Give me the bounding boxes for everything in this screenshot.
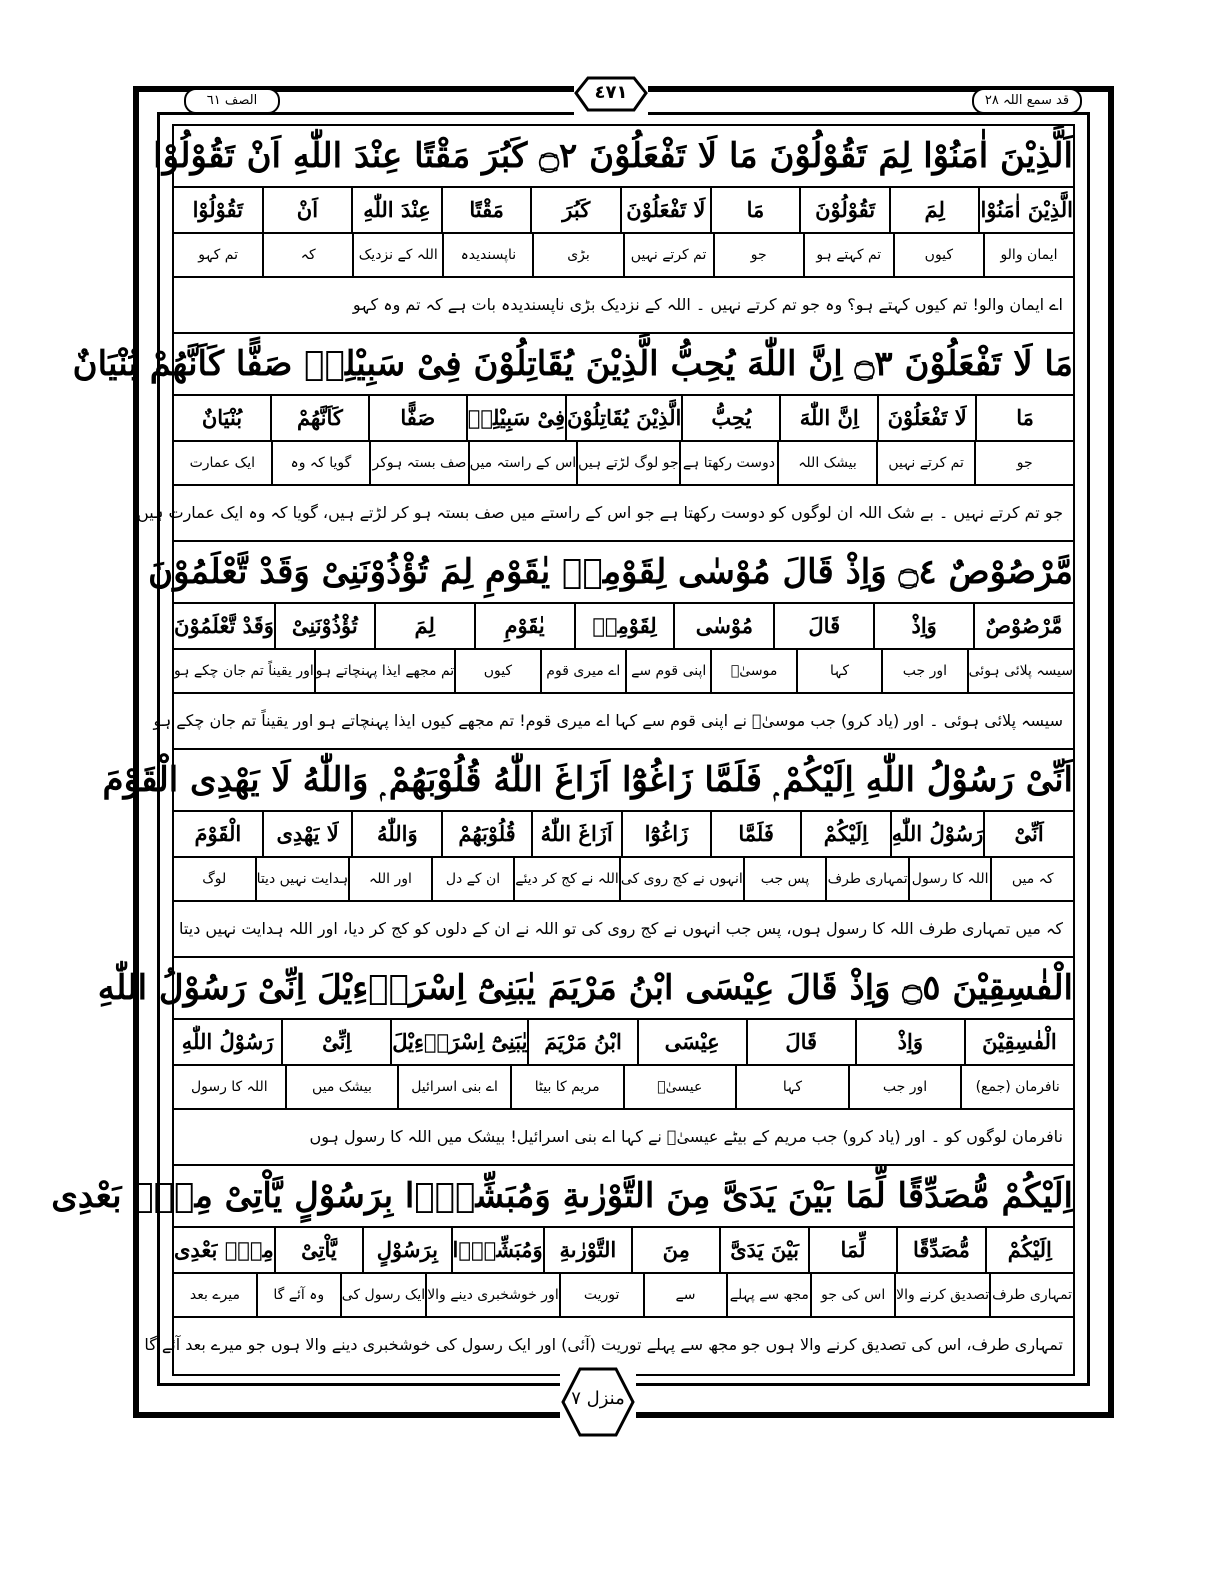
word-cell: ابْنُ مَرْیَمَ (527, 1020, 636, 1064)
meaning-cell: وہ آئے گا (256, 1274, 340, 1316)
meaning-cell: دوست رکھتا ہے (679, 442, 778, 484)
meaning-cell: اللہ کا رسول (908, 858, 991, 900)
verse-line: اَلَّذِیْنَ اٰمَنُوْا لِمَ تَقُوْلُوْنَ مَا لَا تَفْعَلُوْنَ ۝٢ كَبُرَ مَقْتًا عِنْدَ اللّٰهِ اَنْ تَقُوْلُوْا (174, 126, 1073, 188)
meaning-cell: ناپسندیدہ (442, 234, 532, 276)
word-cell: فِیْ سَبِیْلِهٖ (466, 396, 565, 440)
word-cell: یَّاْتِیْ (274, 1228, 362, 1272)
meaning-cell: لوگ (202, 871, 227, 887)
word-cell: مَا (710, 188, 800, 232)
meaning-cell: کہا (796, 650, 881, 692)
word-cell: اَزَاغَ اللّٰهُ (531, 812, 621, 856)
word-cell: مَّرْصُوْصٌ (973, 604, 1073, 648)
word-cell: قُلُوْبَهُمْ (441, 812, 531, 856)
meaning-row (174, 1066, 1073, 1110)
manzil-badge (560, 1366, 636, 1438)
word-row (174, 188, 1073, 234)
meaning-cell: ان کے دل (431, 858, 514, 900)
meaning-cell: مجھ سے پہلے (726, 1274, 810, 1316)
meaning-cell: توریت (559, 1274, 643, 1316)
word-cell: الْفٰسِقِیْنَ (964, 1020, 1073, 1064)
meaning-cell: اور جب (848, 1066, 961, 1108)
word-cell: اَنِّیْ (983, 812, 1073, 856)
word-cell: زَاغُوْٓا (621, 812, 711, 856)
word-cell: اِلَیْكُمْ (985, 1228, 1073, 1272)
word-cell: بَیْنَ یَدَیَّ (719, 1228, 807, 1272)
page-number: ٤٧١ (594, 82, 628, 103)
meaning-cell: ہدایت نہیں دیتا (255, 858, 349, 900)
meaning-cell: اللہ کا رسول (190, 1079, 268, 1095)
word-cell: قَالَ (773, 604, 873, 648)
word-cell: فَلَمَّا (710, 812, 800, 856)
meaning-cell: اور خوشخبری دینے والا (425, 1274, 559, 1316)
meaning-row (174, 442, 1073, 486)
word-cell: بُنْیَانٌ (201, 405, 243, 430)
meaning-cell: کیوں (893, 234, 983, 276)
word-cell: لَا تَفْعَلُوْنَ (877, 396, 975, 440)
meaning-cell: تم کہتے ہو (803, 234, 893, 276)
meaning-row (174, 858, 1073, 902)
word-cell: لَا تَفْعَلُوْنَ (620, 188, 710, 232)
meaning-cell: بیشک میں (285, 1066, 398, 1108)
translation-line: تمہاری طرف، اس کی تصدیق کرنے والا ہوں جو مجھ سے پہلے توریت (آئی) اور ایک رسول کی خوشخبری دینے والا ہوں جو میرے بعد آئے گا (144, 1335, 1063, 1354)
manzil-label: منزل ٧ (571, 1388, 625, 1409)
meaning-cell: اللہ نے کج کر دیئے (513, 858, 619, 900)
word-cell: لِقَوْمِهٖ (574, 604, 674, 648)
word-cell: عِیْسَى (637, 1020, 746, 1064)
word-cell: یٰقَوْمِ (474, 604, 574, 648)
meaning-cell: بیشک اللہ (777, 442, 876, 484)
word-cell: وَاللّٰهُ (351, 812, 441, 856)
word-cell: لِّمَا (808, 1228, 896, 1272)
word-row (174, 812, 1073, 858)
meaning-cell: اور یقیناً تم جان چکے ہو (173, 663, 314, 679)
meaning-cell: جو (974, 442, 1073, 484)
verse-line: اِلَیْكُمْ مُّصَدِّقًا لِّمَا بَیْنَ یَدَیَّ مِنَ التَّوْرٰىةِ وَمُبَشِّرًۢا بِرَسُوْلٍ یَّاْتِیْ مِنْۢ بَعْدِی (174, 1166, 1073, 1228)
word-cell: الَّذِیْنَ اٰمَنُوْا (978, 188, 1073, 232)
word-cell: رَسُوْلُ اللّٰهِ (890, 812, 984, 856)
word-cell: تَقُوْلُوْا (192, 197, 243, 222)
word-cell: الْقَوْمَ (194, 821, 242, 846)
meaning-cell: کہا (735, 1066, 848, 1108)
meaning-cell: کہ (262, 234, 352, 276)
verse-line: مَا لَا تَفْعَلُوْنَ ۝٣ اِنَّ اللّٰهَ یُحِبُّ الَّذِیْنَ یُقَاتِلُوْنَ فِیْ سَبِیْلِهٖ صَفًّا كَاَنَّهُمْ بُنْیَانٌ (174, 334, 1073, 396)
word-cell: اِلَیْكُمْ (800, 812, 890, 856)
word-cell: رَسُوْلُ اللّٰهِ (181, 1029, 274, 1054)
word-cell: الَّذِیْنَ یُقَاتِلُوْنَ (565, 396, 681, 440)
word-cell: یٰبَنِیْٓ اِسْرَاۗءِیْلَ (390, 1020, 527, 1064)
word-cell: اَنْ (262, 188, 352, 232)
word-row (174, 604, 1073, 650)
word-cell: لِمَ (374, 604, 474, 648)
word-row (174, 1228, 1073, 1274)
word-cell: تَقُوْلُوْنَ (799, 188, 889, 232)
meaning-cell: مریم کا بیٹا (510, 1066, 623, 1108)
content-table (51, 124, 1075, 1376)
meaning-cell: تم مجھے ایذا پہنچاتے ہو (314, 650, 454, 692)
word-cell: قَالَ (746, 1020, 855, 1064)
word-cell: كَاَنَّهُمْ (270, 396, 368, 440)
meaning-cell: اے بنی اسرائیل (397, 1066, 510, 1108)
word-cell: اِنِّیْ (281, 1020, 390, 1064)
word-cell: مُّصَدِّقًا (896, 1228, 984, 1272)
meaning-cell: انہوں نے کج روی کی (619, 858, 743, 900)
meaning-cell: نافرمان (جمع) (960, 1066, 1073, 1108)
word-cell: مَا (975, 396, 1073, 440)
meaning-cell: کیوں (454, 650, 539, 692)
word-cell: یُحِبُّ (681, 396, 779, 440)
meaning-cell: کہ میں (990, 858, 1073, 900)
meaning-row (174, 1274, 1073, 1318)
word-cell: مُوْسٰى (673, 604, 773, 648)
meaning-cell: سیسہ پلائی ہوئی (967, 650, 1073, 692)
meaning-cell: اور جب (881, 650, 966, 692)
word-cell: كَبُرَ (530, 188, 620, 232)
word-cell: تُؤْذُوْنَنِیْ (274, 604, 374, 648)
word-cell: لَا یَهْدِی (262, 812, 352, 856)
meaning-cell: تصدیق کرنے والا (894, 1274, 989, 1316)
translation-line: کہ میں تمہاری طرف اللہ کا رسول ہوں، پس جب انہوں نے کج روی کی تو اللہ نے ان کے دلوں کو کج کر دیا، اور اللہ ہدایت نہیں دیتا (174, 902, 1073, 958)
word-cell: وَاِذْ (873, 604, 973, 648)
meaning-cell: جو (713, 234, 803, 276)
meaning-cell: اے میری قوم (540, 650, 625, 692)
translation-line: نافرمان لوگوں کو ۔ اور (یاد کرو) جب مریم کے بیٹے عیسیٰؑ نے کہا اے بنی اسرائیل! بیشک میں اللہ کا رسول ہوں (174, 1110, 1073, 1166)
meaning-cell: تم کرتے نہیں (876, 442, 975, 484)
word-cell: مِنْۢ بَعْدِی (173, 1237, 274, 1262)
meaning-cell: اس کی جو (810, 1274, 894, 1316)
meaning-cell: اپنی قوم سے (625, 650, 710, 692)
meaning-cell: جو لوگ لڑتے ہیں (576, 442, 678, 484)
meaning-cell: گویا کہ وہ (271, 442, 370, 484)
meaning-cell: اللہ کے نزدیک (352, 234, 442, 276)
meaning-cell: تم کہو (198, 247, 238, 263)
meaning-cell: ایک رسول کی (340, 1274, 425, 1316)
meaning-row (174, 234, 1073, 278)
meaning-cell: تمہاری طرف (989, 1274, 1073, 1316)
word-cell: وَقَدْ تَّعْلَمُوْنَ (174, 613, 274, 638)
verse-line: اَنِّیْ رَسُوْلُ اللّٰهِ اِلَیْكُمْ ۭ فَلَمَّا زَاغُوْٓا اَزَاغَ اللّٰهُ قُلُوْبَهُمْ ۭ وَاللّٰهُ لَا یَهْدِی الْقَوْمَ (174, 750, 1073, 812)
verse-line: مَّرْصُوْصٌ ۝٤ وَاِذْ قَالَ مُوْسٰى لِقَوْمِهٖ یٰقَوْمِ لِمَ تُؤْذُوْنَنِیْ وَقَدْ تَّعْلَمُوْنَ (174, 542, 1073, 604)
meaning-cell: اس کے راستہ میں (468, 442, 576, 484)
word-cell: لِمَ (889, 188, 979, 232)
meaning-cell: موسیٰؑ (710, 650, 795, 692)
meaning-cell: ایک عمارت (189, 455, 255, 471)
meaning-cell: صف بستہ ہوکر (369, 442, 468, 484)
word-cell: بِرَسُوْلٍ (362, 1228, 450, 1272)
meaning-cell: تم کرتے نہیں (623, 234, 713, 276)
meaning-cell: پس جب (743, 858, 826, 900)
word-cell: مَقْتًا (441, 188, 531, 232)
meaning-cell: اور اللہ (348, 858, 431, 900)
word-row (174, 1020, 1073, 1066)
meaning-cell: تمہاری طرف (825, 858, 908, 900)
verse-line: الْفٰسِقِیْنَ ۝٥ وَاِذْ قَالَ عِیْسَى ابْنُ مَرْیَمَ یٰبَنِیْٓ اِسْرَاۗءِیْلَ اِنِّیْ رَسُوْلُ اللّٰهِ (174, 958, 1073, 1020)
meaning-cell: ایمان والو (983, 234, 1073, 276)
translation-line: جو تم کرتے نہیں ۔ بے شک اللہ ان لوگوں کو دوست رکھتا ہے جو اس کے راستے میں صف بستہ ہو کر لڑتے ہیں، گویا کہ وہ ایک عمارت ہیں (174, 486, 1073, 542)
word-cell: اِنَّ اللّٰهَ (779, 396, 877, 440)
word-cell: التَّوْرٰىةِ (543, 1228, 631, 1272)
word-cell: صَفًّا (368, 396, 466, 440)
surah-label: الصف ٦١ (184, 88, 280, 114)
meaning-cell: میرے بعد (189, 1287, 240, 1303)
translation-line: اے ایمان والو! تم کیوں کہتے ہو؟ وہ جو تم کرتے نہیں ۔ اللہ کے نزدیک بڑی ناپسندیدہ بات ہے کہ تم وہ کہو (174, 278, 1073, 334)
page-number-badge (574, 70, 648, 116)
meaning-cell: عیسیٰؑ (623, 1066, 736, 1108)
word-cell: وَاِذْ (855, 1020, 964, 1064)
word-cell: عِنْدَ اللّٰهِ (351, 188, 441, 232)
word-cell: مِنَ (631, 1228, 719, 1272)
meaning-cell: بڑی (532, 234, 622, 276)
translation-line: سیسہ پلائی ہوئی ۔ اور (یاد کرو) جب موسیٰؑ نے اپنی قوم سے کہا اے میری قوم! تم مجھے کیوں ایذا پہنچاتے ہو اور یقیناً تم جان چکے ہو (174, 694, 1073, 750)
word-row (174, 396, 1073, 442)
meaning-row (174, 650, 1073, 694)
word-cell: وَمُبَشِّرًۢا (451, 1228, 543, 1272)
meaning-cell: سے (643, 1274, 727, 1316)
juz-label: قد سمع اللہ ٢٨ (972, 88, 1082, 114)
